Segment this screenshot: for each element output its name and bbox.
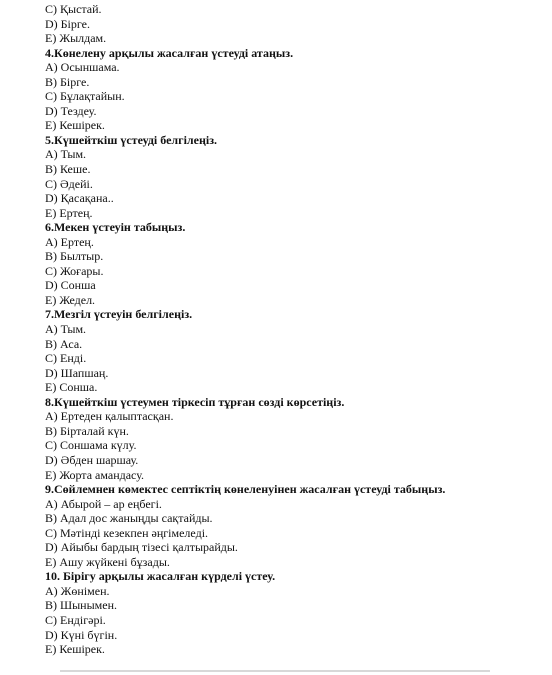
answer-option: D) Бірге.	[45, 16, 90, 31]
answer-option: А) Абырой – ар еңбегі.	[45, 496, 162, 511]
answer-option: E) Кешірек.	[45, 118, 105, 133]
question-title: 9.Сөйлемнен көмектес септіктің көнеленуінен жасалған үстеуді табыңыз.	[45, 482, 446, 497]
answer-option: А) Тым.	[45, 322, 87, 337]
question-title: 8.Күшейткіш үстеумен тіркесіп тұрған сөзді көрсетіңіз.	[45, 394, 345, 409]
answer-option: В) Былтыр.	[45, 249, 104, 264]
answer-option: А) Жөнімен.	[45, 583, 110, 598]
answer-option: А) Ертең.	[45, 234, 94, 249]
answer-option: В) Аса.	[45, 336, 83, 351]
answer-option: D) Шапшаң.	[45, 365, 109, 380]
question-title: 6.Мекен үстеуін табыңыз.	[45, 220, 186, 235]
answer-option: E) Ертең.	[45, 205, 93, 220]
answer-option: D) Күні бүгін.	[45, 627, 118, 642]
answer-option: D) Сонша	[45, 278, 96, 293]
answer-option: С) Жоғары.	[45, 263, 104, 278]
question-title: 10. Бірігу арқылы жасалған күрделі үстеу.	[45, 569, 276, 584]
question-title: 7.Мезгіл үстеуін белгілеңіз.	[45, 307, 193, 322]
question-title: 5.Күшейткіш үстеуді белгілеңіз.	[45, 132, 218, 147]
answer-option: С) Әдейі.	[45, 176, 93, 191]
answer-option: С) Ендігәрі.	[45, 612, 106, 627]
answer-option: С) Мәтінді кезекпен әңгімеледі.	[45, 525, 209, 540]
answer-option: В) Шынымен.	[45, 598, 117, 613]
answer-option: E) Кешірек.	[45, 642, 105, 657]
answer-option: D) Тездеу.	[45, 103, 97, 118]
page-bottom-artifact	[60, 670, 490, 672]
answer-option: С) Соншама күлу.	[45, 438, 137, 453]
answer-option: В) Кеше.	[45, 162, 91, 177]
answer-option: D) Қасақана..	[45, 191, 114, 206]
answer-option: E) Ашу жүйкені бұзады.	[45, 554, 170, 569]
answer-option: А) Ертеден қалыптасқан.	[45, 409, 174, 424]
answer-option: А) Осыншама.	[45, 60, 120, 75]
answer-option: D) Әбден шаршау.	[45, 452, 139, 467]
answer-option: С) Енді.	[45, 351, 87, 366]
answer-option: С) Бұлақтайын.	[45, 89, 125, 104]
question-title: 4.Көнелену арқылы жасалған үстеуді атаңыз.	[45, 45, 294, 60]
document-body	[45, 2, 545, 657]
answer-option: E) Жедел.	[45, 292, 96, 307]
answer-option: E) Жылдам.	[45, 31, 107, 46]
answer-option: E) Сонша.	[45, 380, 98, 395]
answer-option: В) Адал дос жаныңды сақтайды.	[45, 511, 213, 526]
answer-option: В) Бірге.	[45, 74, 90, 89]
answer-option: В) Бірталай күн.	[45, 423, 129, 438]
answer-option: С) Қыстай.	[45, 2, 102, 16]
answer-option: D) Айыбы бардың тізесі қалтырайды.	[45, 540, 238, 555]
answer-option: А) Тым.	[45, 147, 87, 162]
answer-option: E) Жорта амандасу.	[45, 467, 145, 482]
